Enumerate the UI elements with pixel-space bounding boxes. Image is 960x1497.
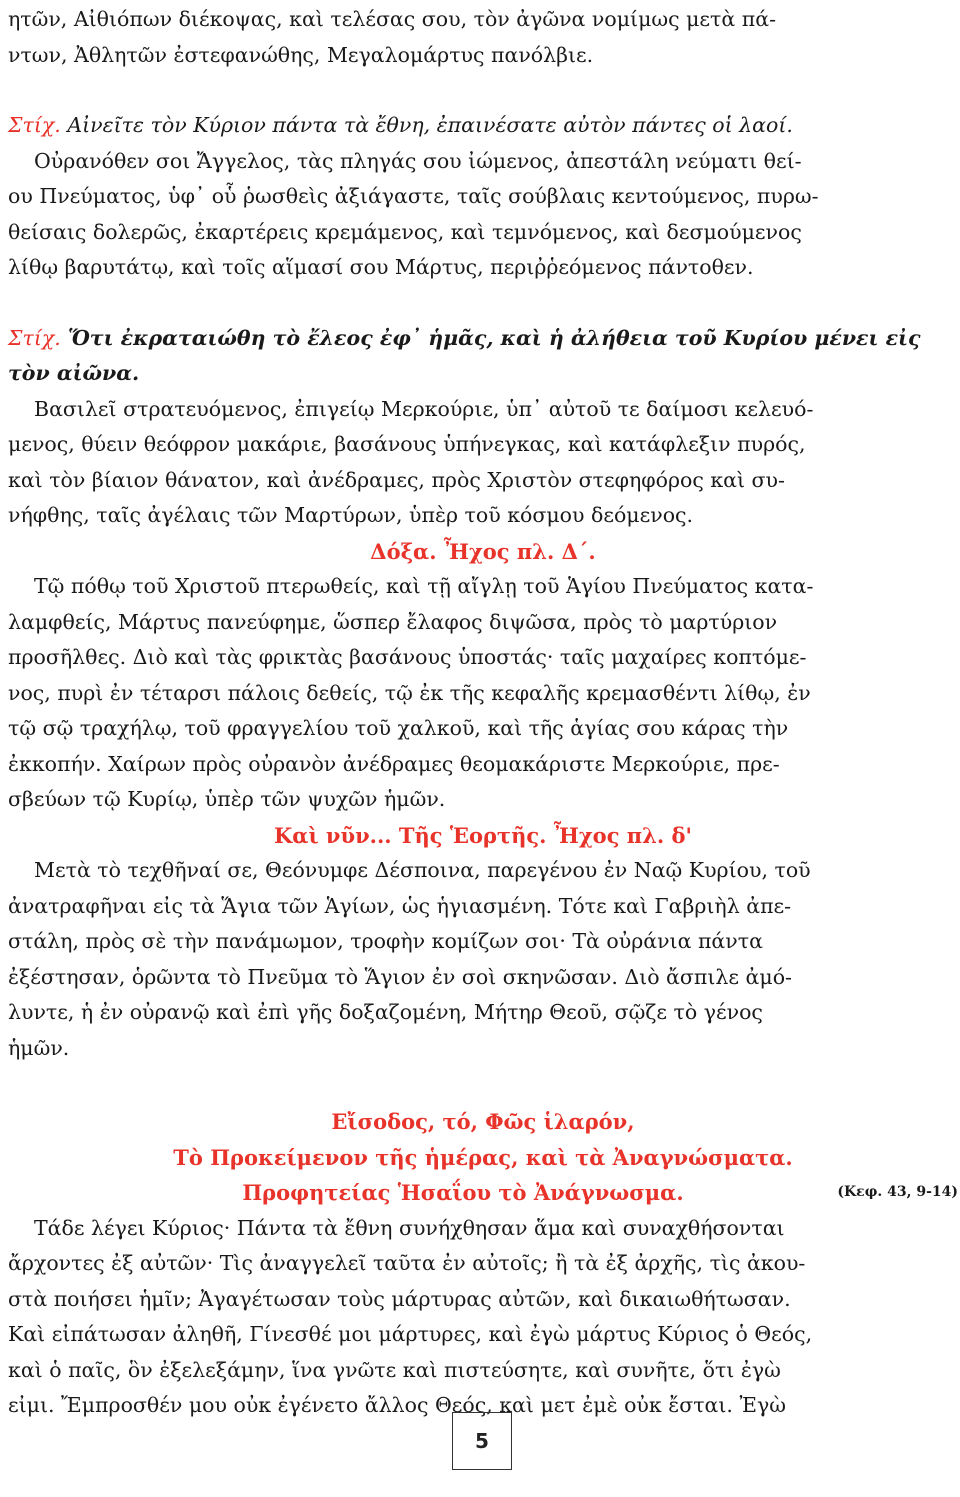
line: σβεύων τῷ Κυρίῳ, ὑπὲρ τῶν ψυχῶν ἡμῶν. — [8, 787, 446, 811]
line: νος, πυρὶ ἐν τέταρσι πάλοις δεθείς, τῷ ἐκ τῆς κεφαλῆς κρεμασθέντι λίθῳ, ἐν — [8, 680, 811, 705]
line: ἀνατραφῆναι εἰς τὰ Ἅγια τῶν Ἁγίων, ὡς ἡγιασμένη. Τότε καὶ Γαβριὴλ ἀπε- — [8, 893, 792, 918]
eisodos-heading: Εἴσοδος, τό, Φῶς ἱλαρόν, — [331, 1109, 635, 1134]
line: Βασιλεῖ στρατευόμενος, ἐπιγείῳ Μερκούριε, ὑπ᾽ αὐτοῦ τε δαίμοσι κελευό- — [34, 396, 814, 421]
stix-text: τὸν αἰῶνα. — [8, 361, 140, 385]
line: ἄρχοντες ἐξ αὐτῶν· Τὶς ἀναγγελεῖ ταῦτα ἐν αὐτοῖς; ἢ τὰ ἐξ ἀρχῆς, τὶς ἀκου- — [8, 1251, 806, 1275]
stix-text: Ὅτι ἐκραταιώθη τὸ ἔλεος ἐφ᾽ ἡμᾶς, καὶ ἡ ἀλήθεια τοῦ Κυρίου μένει εἰς — [60, 325, 921, 350]
stix-label: Στίχ. — [8, 113, 61, 137]
line: Τῷ πόθῳ τοῦ Χριστοῦ πτερωθείς, καὶ τῇ αἴγλῃ τοῦ Ἁγίου Πνεύματος κατα- — [34, 574, 814, 598]
line: λυντε, ἡ ἐν οὐρανῷ καὶ ἐπὶ γῆς δοξαζομένη, Μήτηρ Θεοῦ, σῷζε τὸ γένος — [8, 1000, 763, 1024]
paragraph-6 — [8, 1211, 958, 1424]
paragraph-3 — [8, 392, 958, 534]
paragraph-1 — [8, 2, 958, 73]
line: Καὶ εἰπάτωσαν ἀληθῆ, Γίνεσθέ μοι μάρτυρες, καὶ ἐγὼ μάρτυς Κύριος ὁ Θεός, — [8, 1322, 813, 1346]
spacer — [8, 286, 958, 321]
line: λαμφθείς, Μάρτυς πανεύφημε, ὥσπερ ἔλαφος διψῶσα, πρὸς τὸ μαρτύριον — [8, 609, 778, 634]
line: Τάδε λέγει Κύριος· Πάντα τὰ ἔθνη συνήχθησαν ἅμα καὶ συναχθήσονται — [34, 1215, 785, 1240]
line: ἡμῶν. — [8, 1035, 70, 1060]
prokeimenon-heading: Τὸ Προκείμενον τῆς ἡμέρας, καὶ τὰ Ἀναγνώσματα. — [173, 1144, 793, 1170]
line: ου Πνεύματος, ὑφ᾽ οὗ ῥωσθεὶς ἀξιάγαστε, ταῖς σούβλαις κεντούμενος, πυρω- — [8, 184, 819, 208]
paragraph-4 — [8, 569, 958, 818]
line: προσῆλθες. Διὸ καὶ τὰς φρικτὰς βασάνους ὑποστάς· ταῖς μαχαίρες κοπτόμε- — [8, 645, 807, 669]
line: τῷ σῷ τραχήλῳ, τοῦ φραγγελίου τοῦ χαλκοῦ, καὶ τῆς ἁγίας σου κάρας τὴν — [8, 716, 789, 740]
paragraph-2 — [8, 144, 958, 286]
line: ντων, Ἀθλητῶν ἐστεφανώθης, Μεγαλομάρτυς πανόλβιε. — [8, 42, 594, 67]
line: ἐξέστησαν, ὁρῶντα τὸ Πνεῦμα τὸ Ἅγιον ἐν σοὶ σκηνῶσαν. Διὸ ἄσπιλε ἀμό- — [8, 964, 792, 989]
document-page — [8, 2, 958, 1424]
spacer — [8, 1066, 958, 1104]
line: στὰ ποιήσει ἡμῖν; Ἀγαγέτωσαν τοὺς μάρτυρας αὐτῶν, καὶ δικαιωθήτωσαν. — [8, 1286, 791, 1311]
spacer — [8, 73, 958, 108]
doxa-heading: Δόξα. Ἦχος πλ. Δ΄. — [370, 538, 596, 564]
line: λίθῳ βαρυτάτῳ, καὶ τοῖς αἵμασί σου Μάρτυς, περιῤῥεόμενος πάντοθεν. — [8, 255, 754, 279]
verse-stix-2 — [8, 321, 958, 392]
verse-stix-1 — [8, 108, 958, 144]
stix-text: Αἰνεῖτε τὸν Κύριον πάντα τὰ ἔθνη, ἐπαινέσατε αὐτὸν πάντες οἱ λαοί. — [60, 113, 793, 137]
reading-heading-row — [8, 1175, 958, 1211]
kai-nyn-heading: Καὶ νῦν... Τῆς Ἑορτῆς. Ἦχος πλ. δ' — [274, 822, 692, 848]
line: στάλη, πρὸς σὲ τὴν πανάμωμον, τροφὴν κομίζων σοι· Τὰ οὐράνια πάντα — [8, 929, 763, 953]
line: ητῶν, Αἰθιόπων διέκοψας, καὶ τελέσας σου, τὸν ἀγῶνα νομίμως μετὰ πά- — [8, 7, 776, 31]
line: Οὐρανόθεν σοι Ἄγγελος, τὰς πληγάς σου ἰώμενος, ἀπεστάλη νεύματι θεί- — [34, 148, 802, 173]
chapter-reference: (Κεφ. 43, 9-14) — [837, 1184, 958, 1200]
line: καὶ ὁ παῖς, ὃν ἐξελεξάμην, ἵνα γνῶτε καὶ πιστεύσητε, καὶ συνῆτε, ὅτι ἐγὼ — [8, 1357, 781, 1382]
profiteias-heading: Προφητείας Ἡσαΐου τὸ Ἀνάγνωσμα. — [242, 1180, 684, 1205]
line: εἰμι. Ἔμπροσθέν μου οὐκ ἐγένετο ἄλλος Θεός, καὶ μετ ἐμὲ οὐκ ἔσται. Ἐγὼ — [8, 1393, 786, 1417]
line: καὶ τὸν βίαιον θάνατον, καὶ ἀνέδραμες, πρὸς Χριστὸν στεφηφόρος καὶ συ- — [8, 467, 785, 492]
page-number: 5 — [452, 1412, 512, 1470]
line: θείσαις δολερῶς, ἐκαρτέρεις κρεμάμενος, καὶ τεμνόμενος, καὶ δεσμούμενος — [8, 219, 802, 244]
line: μενος, θύειν θεόφρον μακάριε, βασάνους ὑπήνεγκας, καὶ κατάφλεξιν πυρός, — [8, 432, 806, 456]
line: ἐκκοπήν. Χαίρων πρὸς οὐρανὸν ἀνέδραμες θεομακάριστε Μερκούριε, πρε- — [8, 751, 780, 776]
paragraph-5 — [8, 853, 958, 1066]
line: νήφθης, ταῖς ἀγέλαις τῶν Μαρτύρων, ὑπὲρ τοῦ κόσμου δεόμενος. — [8, 503, 694, 527]
line: Μετὰ τὸ τεχθῆναί σε, Θεόνυμφε Δέσποινα, παρεγένου ἐν Ναῷ Κυρίου, τοῦ — [34, 858, 811, 882]
stix-label: Στίχ. — [8, 325, 61, 350]
